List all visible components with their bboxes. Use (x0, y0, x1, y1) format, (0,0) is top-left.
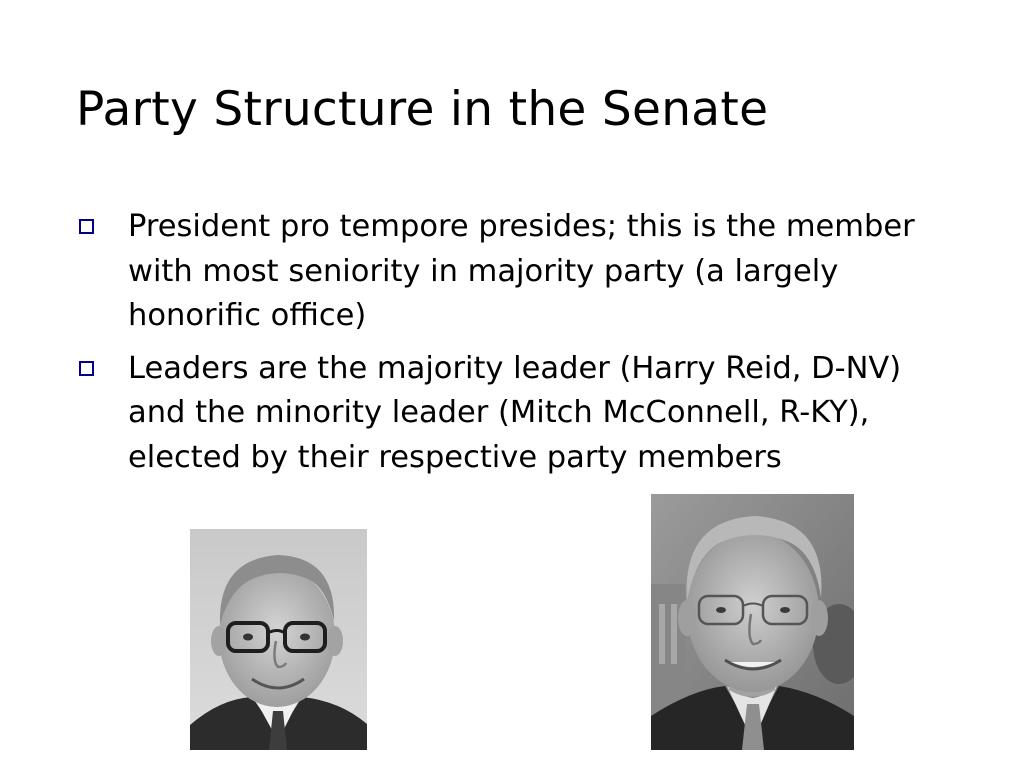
bullet-text: President pro tempore presides; this is the member with most seniority in majority party (a largely honorific office) (128, 209, 915, 333)
bullet-list (78, 205, 958, 488)
bullet-item-pro-tempore (78, 205, 958, 339)
portrait-mcconnell-image (190, 529, 367, 750)
slide-title: Party Structure in the Senate (76, 82, 769, 137)
bullet-text: Leaders are the majority leader (Harry Reid, D-NV) and the minority leader (Mitch McConnell, R-KY), elected by their respective party members (128, 350, 902, 475)
bullet-item-leaders (78, 347, 958, 481)
hollow-square-bullet-icon (79, 219, 94, 234)
portrait-reid-image (651, 494, 854, 750)
portrait-photo-reid (651, 494, 854, 750)
portrait-photo-mcconnell (190, 529, 367, 750)
hollow-square-bullet-icon (79, 361, 94, 376)
